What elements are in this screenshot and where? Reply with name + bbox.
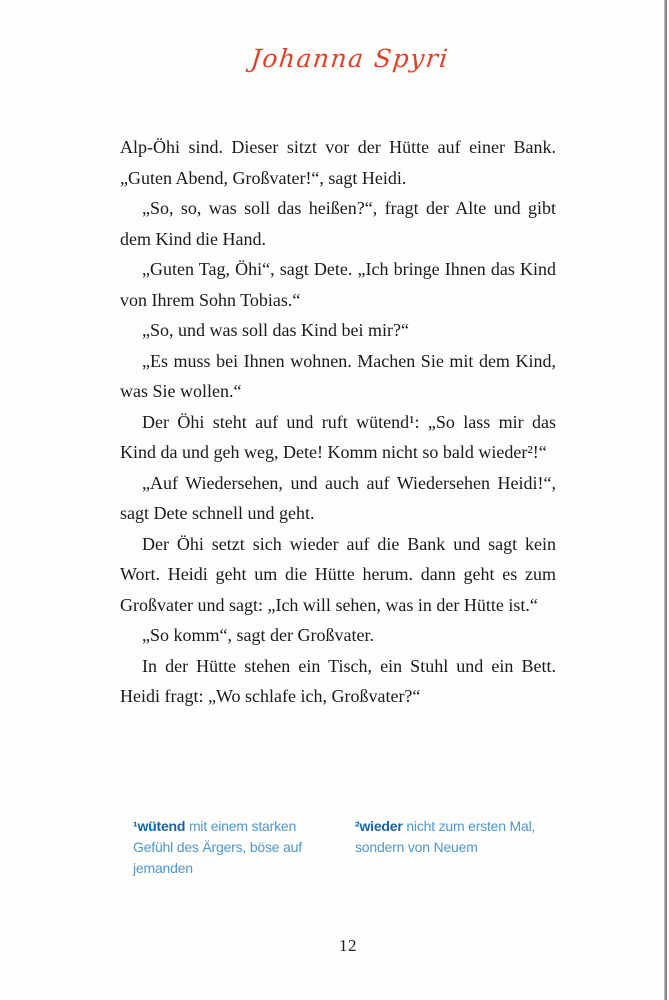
paragraph: In der Hütte stehen ein Tisch, ein Stuhl und ein Bett. Heidi fragt: „Wo schlafe ich, Großvater?“ [120, 655, 556, 706]
footnote-wuetend [133, 816, 333, 879]
running-header [120, 44, 580, 73]
paragraph: „Auf Wiedersehen, und auch auf Wiedersehen Heidi!“, sagt Dete schnell und geht. [120, 472, 556, 523]
paragraph: „So, so, was soll das heißen?“, fragt der Alte und gibt dem Kind die Hand. [120, 198, 556, 249]
footnote-term: wieder [359, 818, 403, 834]
paragraph: Der Öhi steht auf und ruft wütend¹: „So lass mir das Kind da und geh weg, Dete! Komm nicht so bald wieder²!“ [120, 411, 556, 462]
page-footer [120, 936, 576, 956]
footnote-definition: mit einem starken Gefühl des Ärgers, böse auf jemanden [133, 818, 302, 876]
paragraph: Alp-Öhi sind. Dieser sitzt vor der Hütte auf einer Bank. „Guten Abend, Großvater!“, sagt Heidi. [120, 137, 556, 188]
footnotes-section [133, 816, 569, 879]
story-text [120, 132, 556, 712]
page-number: 12 [339, 936, 357, 955]
author-name: Johanna Spyri [249, 44, 451, 73]
footnote-wieder [355, 816, 555, 879]
paragraph: „Guten Tag, Öhi“, sagt Dete. „Ich bringe Ihnen das Kind von Ihrem Sohn Tobias.“ [120, 259, 556, 310]
footnote-definition: nicht zum ersten Mal, sondern von Neuem [355, 818, 536, 855]
footnote-marker: ² [355, 818, 360, 834]
paragraph: Der Öhi setzt sich wieder auf die Bank und sagt kein Wort. Heidi geht um die Hütte herum. dann geht es zum Großvater und sagt: „Ich will sehen, was in der Hütte ist.“ [120, 533, 556, 615]
paragraph: „So komm“, sagt der Großvater. [142, 625, 374, 645]
paragraph: „Es muss bei Ihnen wohnen. Machen Sie mit dem Kind, was Sie wollen.“ [120, 350, 556, 401]
footnote-marker: ¹ [133, 818, 138, 834]
page-edge-shadow [664, 0, 667, 1000]
footnote-term: wütend [137, 818, 186, 834]
paragraph: „So, und was soll das Kind bei mir?“ [142, 320, 409, 340]
